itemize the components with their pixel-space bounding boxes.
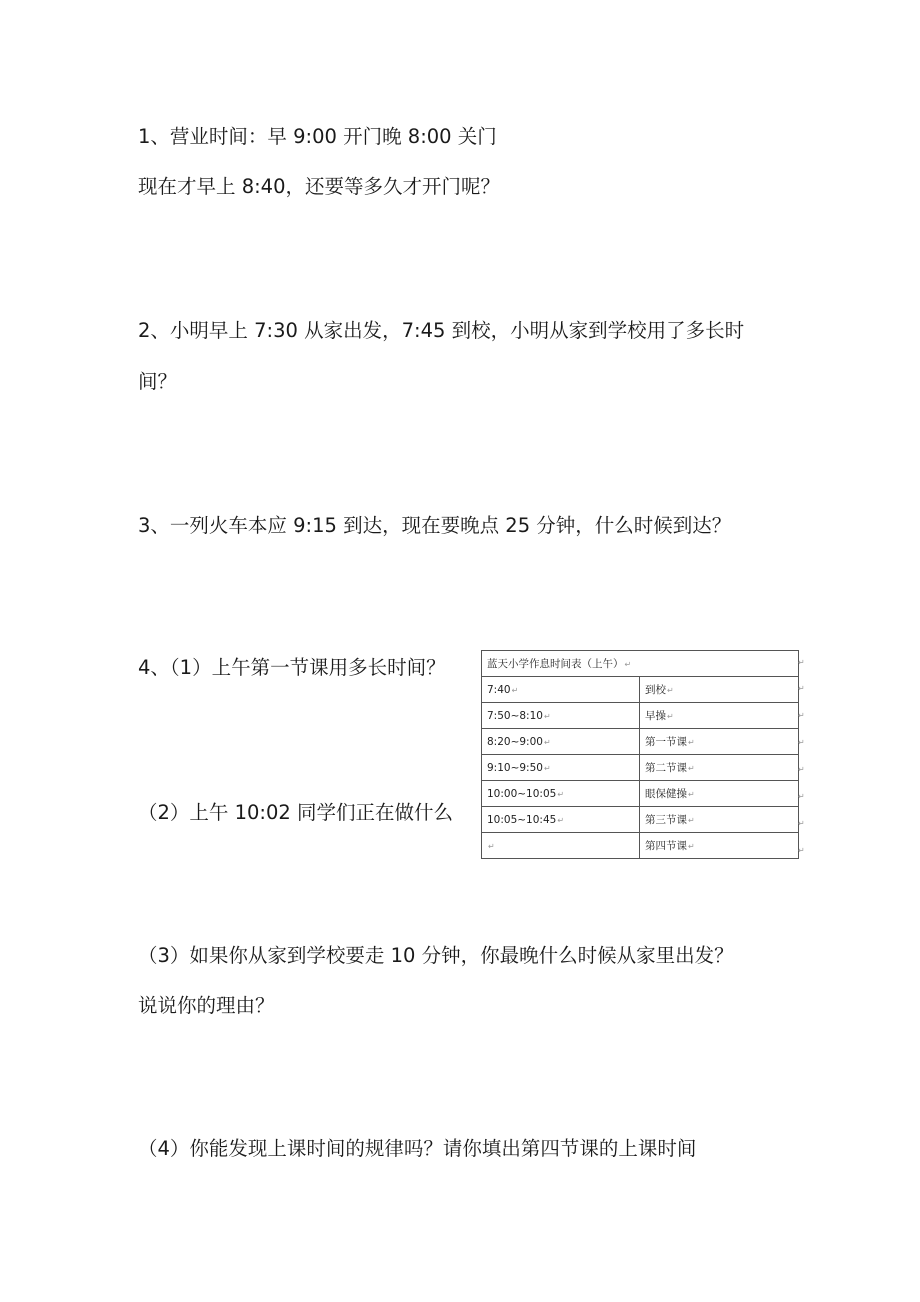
table-row xyxy=(482,833,799,859)
paragraph-mark: ↵ xyxy=(543,763,551,773)
q2-line1: 2、小明早上 7:30 从家出发，7:45 到校，小明从家到学校用了多长时 xyxy=(138,319,745,342)
q2-line2: 间？ xyxy=(138,370,178,393)
schedule-table xyxy=(481,650,799,859)
table-row xyxy=(482,729,799,755)
q4-part4: （4）你能发现上课时间的规律吗？请你填出第四节课的上课时间 xyxy=(138,1137,697,1160)
activity-cell xyxy=(640,755,799,781)
row-end-mark: ↵ xyxy=(798,711,805,720)
paragraph-mark: ↵ xyxy=(543,737,551,747)
paragraph-mark: ↵ xyxy=(557,815,565,825)
time-text: 7:50~8:10 xyxy=(487,709,543,722)
paragraph-mark: ↵ xyxy=(624,660,632,669)
activity-text: 第一节课 xyxy=(645,736,687,748)
row-end-mark: ↵ xyxy=(798,819,805,828)
time-text: 9:10~9:50 xyxy=(487,761,543,774)
paragraph-mark: ↵ xyxy=(543,711,551,721)
paragraph-mark: ↵ xyxy=(688,738,695,747)
activity-text: 到校 xyxy=(645,684,666,696)
activity-cell xyxy=(640,781,799,807)
paragraph-mark: ↵ xyxy=(688,764,695,773)
time-cell xyxy=(482,729,640,755)
table-row xyxy=(482,677,799,703)
row-end-mark: ↵ xyxy=(798,846,805,855)
time-cell xyxy=(482,833,640,859)
paragraph-mark: ↵ xyxy=(511,685,519,695)
time-cell xyxy=(482,677,640,703)
table-title-row xyxy=(482,651,799,677)
row-end-mark: ↵ xyxy=(798,738,805,747)
row-end-mark: ↵ xyxy=(798,684,805,693)
table-title-cell xyxy=(482,651,799,677)
time-text: 10:05~10:45 xyxy=(487,813,557,826)
activity-text: 眼保健操 xyxy=(645,788,687,800)
q1-line1: 1、营业时间：早 9:00 开门晚 8:00 关门 xyxy=(138,125,497,148)
paragraph-mark: ↵ xyxy=(667,712,674,721)
activity-text: 第四节课 xyxy=(645,840,687,852)
activity-cell xyxy=(640,703,799,729)
paragraph-mark: ↵ xyxy=(488,841,495,851)
q3-line1: 3、一列火车本应 9:15 到达，现在要晚点 25 分钟，什么时候到达？ xyxy=(138,514,732,537)
paragraph-mark: ↵ xyxy=(688,790,695,799)
activity-text: 早操 xyxy=(645,710,666,722)
q4-part3-line2: 说说你的理由？ xyxy=(138,994,275,1017)
table-row xyxy=(482,781,799,807)
q4-part3-line1: （3）如果你从家到学校要走 10 分钟，你最晚什么时候从家里出发？ xyxy=(138,944,734,967)
time-cell xyxy=(482,807,640,833)
time-cell xyxy=(482,781,640,807)
time-cell xyxy=(482,703,640,729)
paragraph-mark: ↵ xyxy=(688,842,695,851)
activity-cell xyxy=(640,833,799,859)
row-end-mark: ↵ xyxy=(798,658,805,667)
q4-part2: （2）上午 10:02 同学们正在做什么 xyxy=(138,801,453,824)
activity-text: 第二节课 xyxy=(645,762,687,774)
time-text: 8:20~9:00 xyxy=(487,735,543,748)
row-end-mark: ↵ xyxy=(798,792,805,801)
table-row xyxy=(482,703,799,729)
q4-part1: 4、（1）上午第一节课用多长时间？ xyxy=(138,656,446,679)
activity-cell xyxy=(640,729,799,755)
table-row xyxy=(482,755,799,781)
paragraph-mark: ↵ xyxy=(557,789,565,799)
activity-cell xyxy=(640,677,799,703)
table-title: 蓝天小学作息时间表（上午） xyxy=(487,658,624,670)
row-end-mark: ↵ xyxy=(798,765,805,774)
q1-line2: 现在才早上 8:40，还要等多久才开门呢？ xyxy=(138,175,500,198)
table-row xyxy=(482,807,799,833)
time-cell xyxy=(482,755,640,781)
time-text: 10:00~10:05 xyxy=(487,787,557,800)
paragraph-mark: ↵ xyxy=(688,816,695,825)
paragraph-mark: ↵ xyxy=(667,686,674,695)
activity-cell xyxy=(640,807,799,833)
time-text: 7:40 xyxy=(487,683,511,696)
activity-text: 第三节课 xyxy=(645,814,687,826)
